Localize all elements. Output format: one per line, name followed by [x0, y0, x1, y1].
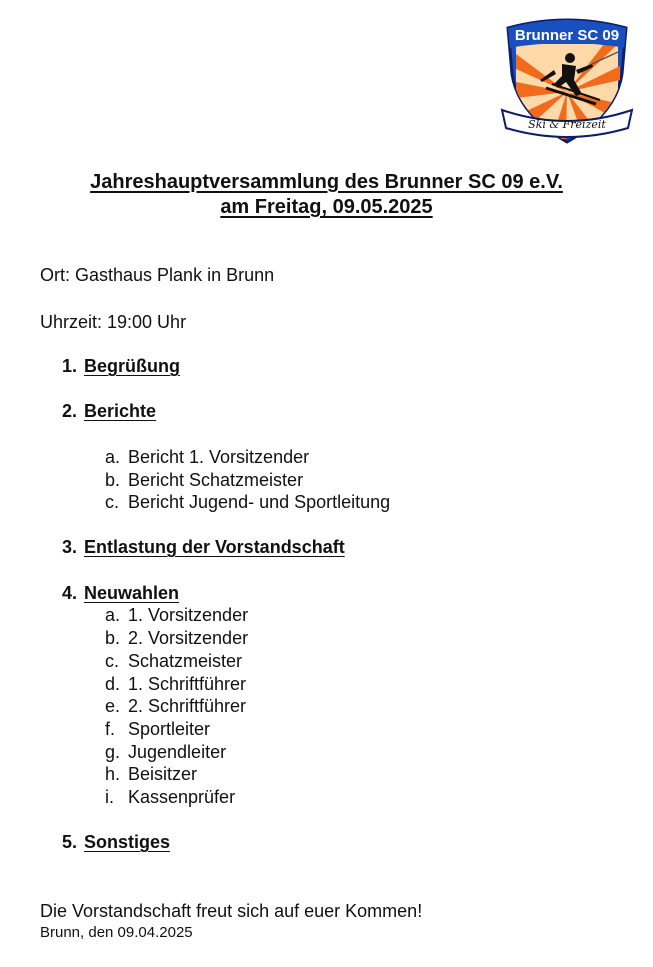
agenda-subitem: g. Jugendleiter — [105, 742, 227, 762]
agenda-subitem: b. Bericht Schatzmeister — [105, 470, 304, 490]
place-date: Brunn, den 09.04.2025 — [40, 924, 193, 941]
page-title: Jahreshauptversammlung des Brunner SC 09 e.V. — [90, 171, 563, 193]
agenda-item-4: 4. Neuwahlen — [62, 583, 180, 603]
agenda-item-2: 2. Berichte — [62, 401, 157, 421]
agenda-subitem: e. 2. Schriftführer — [105, 696, 247, 716]
club-logo — [496, 14, 638, 146]
agenda-subitem: a. 1. Vorsitzender — [105, 605, 249, 625]
agenda-subitem: h. Beisitzer — [105, 764, 198, 784]
agenda-subitem: d. 1. Schriftführer — [105, 674, 247, 694]
closing-text: Die Vorstandschaft freut sich auf euer Kommen! — [40, 901, 423, 921]
logo-club-name: Brunner SC 09 — [514, 27, 620, 44]
agenda-subitem: a. Bericht 1. Vorsitzender — [105, 447, 310, 467]
logo-ribbon-text: Ski & Freizeit — [528, 118, 606, 131]
location-line: Ort: Gasthaus Plank in Brunn — [40, 265, 275, 285]
agenda-subitem: b. 2. Vorsitzender — [105, 628, 249, 648]
time-line: Uhrzeit: 19:00 Uhr — [40, 312, 187, 332]
agenda-subitem: c. Schatzmeister — [105, 651, 243, 671]
agenda-subitem: i. Kassenprüfer — [105, 787, 236, 807]
agenda-item-5: 5. Sonstiges — [62, 832, 171, 852]
agenda-item-3: 3. Entlastung der Vorstandschaft — [62, 537, 345, 557]
page-subtitle-date: am Freitag, 09.05.2025 — [220, 196, 433, 218]
agenda-subitem: f. Sportleiter — [105, 719, 211, 739]
agenda-item-1: 1. Begrüßung — [62, 356, 180, 376]
agenda-subitem: c. Bericht Jugend- und Sportleitung — [105, 492, 391, 512]
